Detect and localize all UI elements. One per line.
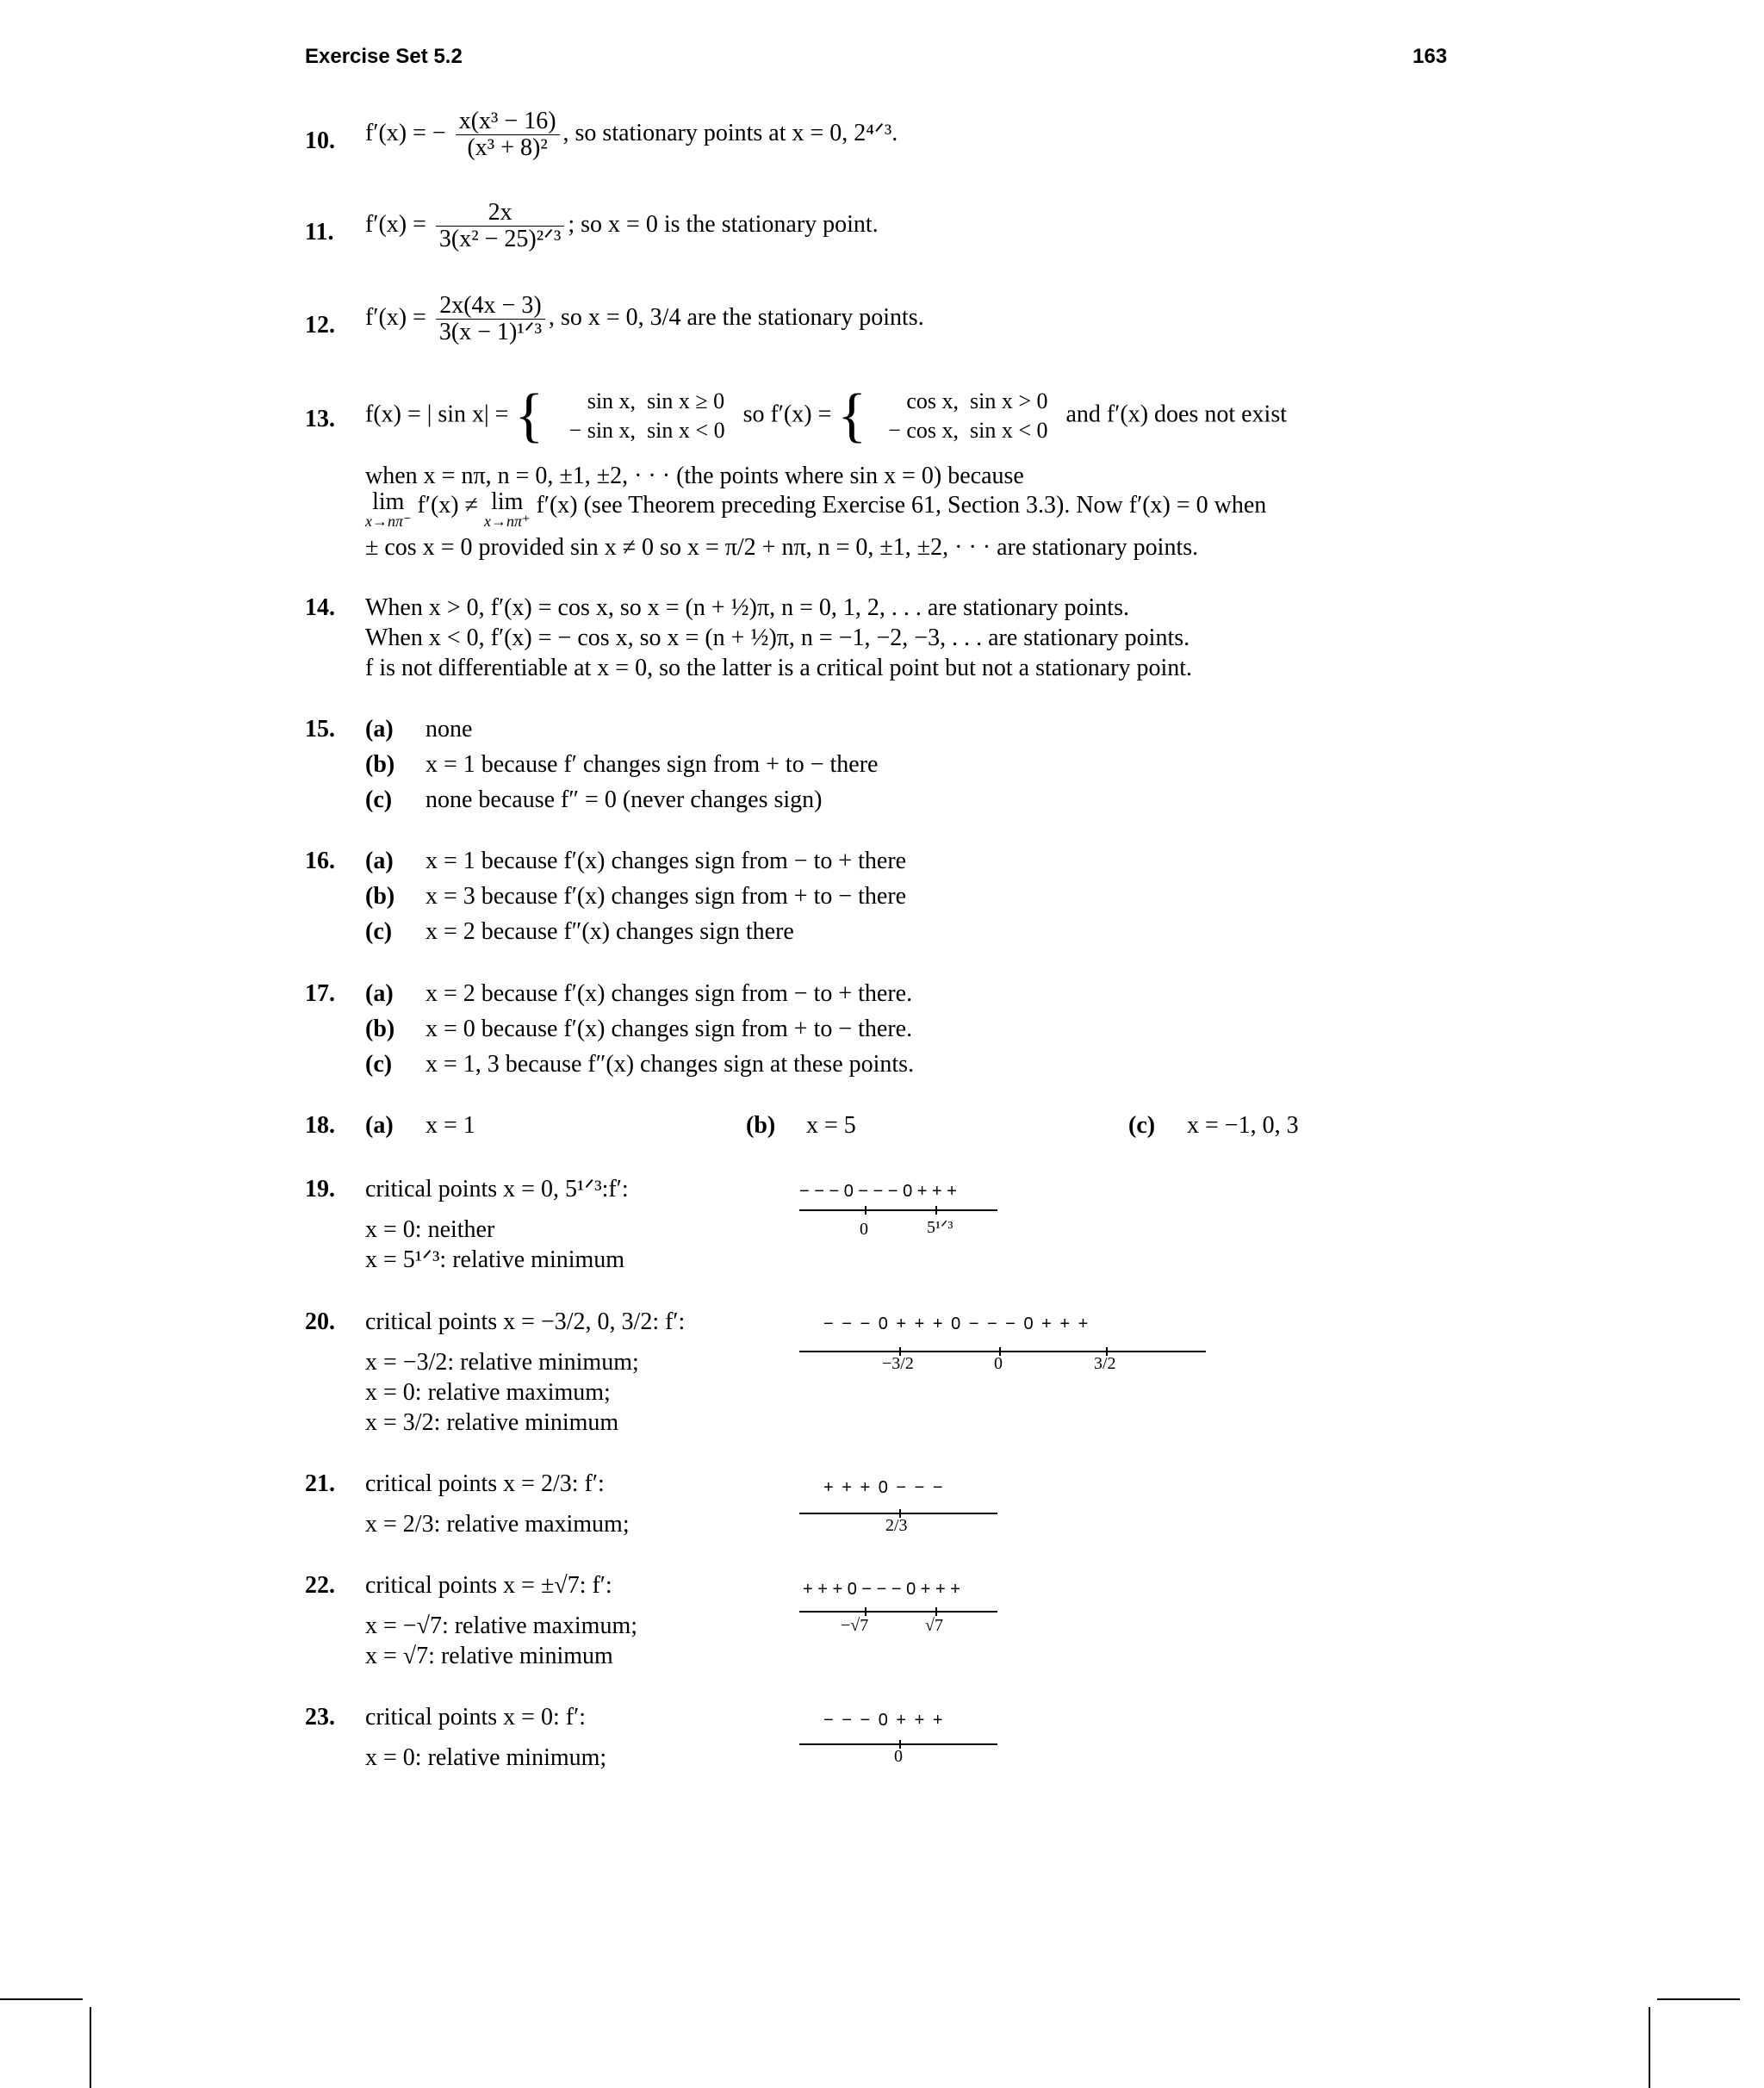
- denominator: 3(x² − 25)²ᐟ³: [436, 226, 564, 252]
- problem-14-line2: When x < 0, f′(x) = − cos x, so x = (n + ½)π, n = −1, −2, −3, . . . are stationary points.: [365, 625, 1190, 651]
- tick: [865, 1607, 866, 1616]
- part-text: x = 2 because f″(x) changes sign there: [425, 918, 794, 945]
- part-text: x = 1, 3 because f″(x) changes sign at these points.: [425, 1051, 915, 1078]
- problem-22-line3: x = √7: relative minimum: [365, 1643, 613, 1669]
- tick: [935, 1206, 937, 1215]
- problem-20-line2: x = −3/2: relative minimum;: [365, 1349, 639, 1376]
- part-text: none because f″ = 0 (never changes sign): [425, 786, 823, 813]
- denominator: (x³ + 8)²: [456, 134, 560, 161]
- lhs: f′(x) =: [365, 303, 426, 331]
- part-label: (b): [365, 883, 395, 910]
- tick-label: 5¹ᐟ³: [927, 1218, 953, 1237]
- sign-pattern: − − − 0 + + + 0 − − − 0 + + +: [823, 1314, 1089, 1333]
- case-condition: sin x ≥ 0: [647, 388, 725, 413]
- cases: [550, 387, 725, 445]
- problem-19-line2: x = 0: neither: [365, 1216, 495, 1243]
- number-line: [799, 1351, 1206, 1352]
- text: so f′(x) =: [742, 401, 832, 428]
- numerator: 2x(4x − 3): [439, 292, 542, 319]
- lhs: f′(x) = −: [365, 119, 446, 146]
- problem-10: [365, 109, 898, 161]
- problem-19-line3: x = 5¹ᐟ³: relative minimum: [365, 1246, 625, 1273]
- section-title: Exercise Set 5.2: [305, 45, 463, 68]
- part-text: x = 1 because f′ changes sign from + to − there: [425, 751, 879, 778]
- part-text: x = −1, 0, 3: [1187, 1112, 1299, 1139]
- lim-subscript: x→nπ⁻: [365, 513, 412, 530]
- part-label: (b): [365, 751, 395, 778]
- problem-19-line1: critical points x = 0, 5¹ᐟ³:f′:: [365, 1176, 629, 1202]
- sign-pattern: + + + 0 − − −: [823, 1478, 943, 1497]
- tick-label: −√7: [841, 1616, 869, 1635]
- problem-20-line3: x = 0: relative maximum;: [365, 1379, 611, 1406]
- lim-text: lim: [491, 488, 524, 515]
- case-condition: sin x < 0: [647, 418, 725, 443]
- problem-number: 17.: [305, 980, 335, 1007]
- sign-pattern: − − − 0 − − − 0 + + +: [799, 1182, 957, 1201]
- case-value: sin x,: [587, 388, 637, 413]
- number-line: [799, 1209, 997, 1211]
- part-text: x = 0 because f′(x) changes sign from + to − there.: [425, 1016, 913, 1042]
- part-text: x = 1 because f′(x) changes sign from − to + there: [425, 848, 907, 874]
- part-label: (c): [365, 786, 393, 813]
- problem-number: 16.: [305, 848, 335, 874]
- tick-label: 3/2: [1094, 1354, 1116, 1373]
- part-text: x = 1: [425, 1112, 475, 1139]
- problem-number: 12.: [305, 312, 335, 339]
- part-text: x = 5: [806, 1112, 856, 1139]
- problem-14-line3: f is not differentiable at x = 0, so the latter is a critical point but not a stationary point.: [365, 655, 1193, 681]
- lhs: f′(x) =: [365, 210, 426, 238]
- problem-number: 22.: [305, 1572, 335, 1599]
- part-label: (a): [365, 1112, 394, 1139]
- problem-11: [365, 200, 879, 252]
- numerator: 2x: [488, 199, 512, 226]
- problem-22-line2: x = −√7: relative maximum;: [365, 1613, 637, 1639]
- cases: [873, 387, 1048, 445]
- part-label: (b): [365, 1016, 395, 1042]
- crop-mark: [1657, 1998, 1740, 2000]
- tick-label: 0: [860, 1220, 868, 1239]
- problem-13-line2: when x = nπ, n = 0, ±1, ±2, · · · (the points where sin x = 0) because: [365, 463, 1024, 489]
- case-value: − cos x,: [888, 418, 959, 443]
- part-label: (c): [365, 1051, 393, 1078]
- fraction: [456, 109, 560, 161]
- text: f′(x) ≠: [417, 492, 478, 519]
- sign-pattern: + + + 0 − − − 0 + + +: [803, 1580, 960, 1599]
- problem-number: 11.: [305, 219, 334, 245]
- number-line: [799, 1611, 997, 1613]
- denominator: 3(x − 1)¹ᐟ³: [436, 319, 545, 345]
- limit: [483, 488, 531, 530]
- part-text: x = 3 because f′(x) changes sign from + to − there: [425, 883, 907, 910]
- part-label: (a): [365, 848, 394, 874]
- case-condition: sin x > 0: [969, 388, 1048, 413]
- numerator: x(x³ − 16): [458, 108, 556, 134]
- tick: [865, 1206, 866, 1215]
- text: ; so x = 0 is the stationary point.: [568, 210, 879, 238]
- tick-label: 0: [994, 1354, 1003, 1373]
- case-value: − sin x,: [568, 418, 637, 443]
- crop-mark: [0, 1998, 83, 2000]
- left-brace: {: [837, 382, 866, 449]
- fraction: [436, 293, 545, 345]
- crop-mark: [90, 2007, 91, 2088]
- problem-13-line4: ± cos x = 0 provided sin x ≠ 0 so x = π/2 + nπ, n = 0, ±1, ±2, · · · are stationary points.: [365, 534, 1199, 561]
- page-number: 163: [1413, 45, 1448, 68]
- lim-subscript: x→nπ⁺: [483, 513, 531, 530]
- part-text: x = 2 because f′(x) changes sign from − to + there.: [425, 980, 913, 1007]
- problem-number: 21.: [305, 1470, 335, 1497]
- part-label: (c): [1128, 1112, 1156, 1139]
- problem-number: 13.: [305, 406, 335, 432]
- part-label: (c): [365, 918, 393, 945]
- problem-number: 19.: [305, 1176, 335, 1202]
- lim-text: lim: [372, 488, 405, 515]
- fraction: [436, 200, 564, 252]
- text: f′(x) (see Theorem preceding Exercise 61, Section 3.3). Now f′(x) = 0 when: [536, 492, 1267, 519]
- problem-23-line1: critical points x = 0: f′:: [365, 1704, 586, 1731]
- problem-22-line1: critical points x = ±√7: f′:: [365, 1572, 612, 1599]
- case-condition: sin x < 0: [969, 418, 1048, 443]
- part-label: (b): [746, 1112, 776, 1139]
- problem-number: 10.: [305, 127, 335, 154]
- problem-13-line3: [365, 488, 1267, 530]
- problem-21-line2: x = 2/3: relative maximum;: [365, 1511, 630, 1538]
- limit: [365, 488, 412, 530]
- problem-number: 23.: [305, 1704, 335, 1731]
- problem-number: 20.: [305, 1308, 335, 1335]
- number-line: [799, 1513, 997, 1514]
- tick-label: −3/2: [882, 1354, 914, 1373]
- tick-label: 0: [894, 1747, 903, 1766]
- tick: [935, 1607, 937, 1616]
- problem-12: [365, 293, 924, 345]
- part-label: (a): [365, 980, 394, 1007]
- number-line: [799, 1743, 997, 1745]
- part-label: (a): [365, 716, 394, 743]
- lhs: f(x) = | sin x| =: [365, 401, 509, 428]
- problem-13-line1: [365, 382, 1288, 449]
- sign-pattern: − − − 0 + + +: [823, 1711, 943, 1730]
- tick-label: √7: [925, 1616, 943, 1635]
- text: and f′(x) does not exist: [1065, 401, 1288, 428]
- problem-23-line2: x = 0: relative minimum;: [365, 1744, 607, 1771]
- left-brace: {: [514, 382, 544, 449]
- part-text: none: [425, 716, 473, 743]
- text: , so stationary points at x = 0, 2⁴ᐟ³.: [562, 119, 898, 146]
- text: , so x = 0, 3/4 are the stationary points.: [548, 303, 924, 331]
- problem-number: 14.: [305, 594, 335, 621]
- case-value: cos x,: [906, 388, 959, 413]
- crop-mark: [1649, 2007, 1650, 2088]
- tick-label: 2/3: [885, 1516, 908, 1535]
- problem-20-line1: critical points x = −3/2, 0, 3/2: f′:: [365, 1308, 686, 1335]
- problem-number: 18.: [305, 1112, 335, 1139]
- problem-number: 15.: [305, 716, 335, 743]
- problem-21-line1: critical points x = 2/3: f′:: [365, 1470, 605, 1497]
- problem-14-line1: When x > 0, f′(x) = cos x, so x = (n + ½)π, n = 0, 1, 2, . . . are stationary points.: [365, 594, 1129, 621]
- problem-20-line4: x = 3/2: relative minimum: [365, 1409, 619, 1436]
